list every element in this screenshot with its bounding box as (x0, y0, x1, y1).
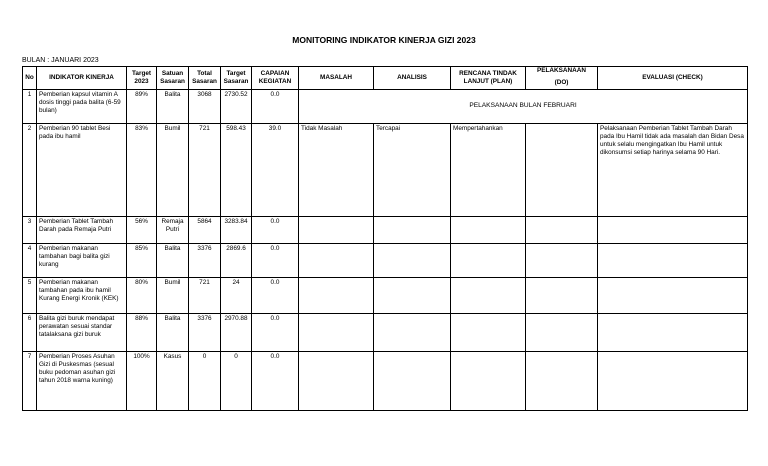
cell-analisis (374, 314, 451, 352)
cell-evaluasi: Pelaksanaan Pemberian Tablet Tambah Darah pada Ibu Hamil tidak ada masalah dan Bidan Desa untuk selalu mengingatkan Ibu Hamil untuk dikonsumsi setiap harinya selama 90 Hari. (598, 124, 748, 217)
cell-pelaksanaan (526, 352, 598, 411)
cell-no: 1 (23, 90, 37, 124)
cell-pelaksanaan (526, 278, 598, 314)
cell-no: 7 (23, 352, 37, 411)
cell-target: 100% (127, 352, 157, 411)
cell-target-sasaran: 2730.52 (221, 90, 252, 124)
cell-indikator: Balita gizi buruk mendapat perawatan sesuai standar tatalaksana gizi buruk (37, 314, 127, 352)
cell-satuan: Remaja Putri (157, 217, 189, 244)
cell-analisis (374, 278, 451, 314)
cell-rencana (451, 278, 526, 314)
cell-capaian: 0.0 (252, 244, 299, 278)
header-target-sasaran: Target Sasaran (221, 67, 252, 90)
cell-target: 80% (127, 278, 157, 314)
cell-indikator: Pemberian 90 tablet Besi pada ibu hamil (37, 124, 127, 217)
cell-satuan: Balita (157, 314, 189, 352)
cell-target: 88% (127, 314, 157, 352)
cell-total: 3068 (189, 90, 221, 124)
cell-target-sasaran: 2970.88 (221, 314, 252, 352)
header-total: Total Sasaran (189, 67, 221, 90)
cell-pelaksanaan (526, 314, 598, 352)
cell-total: 721 (189, 278, 221, 314)
cell-target: 89% (127, 90, 157, 124)
cell-capaian: 0.0 (252, 217, 299, 244)
cell-evaluasi (598, 278, 748, 314)
cell-capaian: 39.0 (252, 124, 299, 217)
header-satuan: Satuan Sasaran (157, 67, 189, 90)
header-evaluasi: EVALUASI (CHECK) (598, 67, 748, 90)
cell-no: 5 (23, 278, 37, 314)
cell-indikator: Pemberian makanan tambahan bagi balita gizi kurang (37, 244, 127, 278)
cell-evaluasi (598, 217, 748, 244)
header-pelaksanaan-label: PELAKSANAAN (537, 67, 586, 74)
header-no: No (23, 67, 37, 90)
table-row (23, 90, 748, 124)
cell-no: 2 (23, 124, 37, 217)
cell-no: 6 (23, 314, 37, 352)
cell-rencana: Mempertahankan (451, 124, 526, 217)
month-label: BULAN : JANUARI 2023 (22, 57, 99, 64)
cell-satuan: Balita (157, 244, 189, 278)
cell-satuan: Bumil (157, 278, 189, 314)
cell-no: 4 (23, 244, 37, 278)
cell-evaluasi (598, 244, 748, 278)
cell-target-sasaran: 24 (221, 278, 252, 314)
cell-total: 5864 (189, 217, 221, 244)
cell-masalah (299, 352, 374, 411)
header-indikator: INDIKATOR KINERJA (37, 67, 127, 90)
monitoring-table (22, 66, 748, 411)
table-row (23, 352, 748, 411)
cell-capaian: 0.0 (252, 314, 299, 352)
header-rencana: RENCANA TINDAK LANJUT (PLAN) (451, 67, 526, 90)
cell-pelaksanaan (526, 244, 598, 278)
cell-satuan: Kasus (157, 352, 189, 411)
table-row (23, 217, 748, 244)
cell-indikator: Pemberian Proses Asuhan Gizi di Puskesmas (sesual buku pedoman asuhan gizi tahun 2018 warna kuning) (37, 352, 127, 411)
cell-rencana (451, 314, 526, 352)
header-analisis: ANALISIS (374, 67, 451, 90)
header-row (23, 67, 748, 90)
cell-target-sasaran: 0 (221, 352, 252, 411)
cell-target: 56% (127, 217, 157, 244)
cell-indikator: Pemberian makanan tambahan pada ibu hamil Kurang Energi Kronik (KEK) (37, 278, 127, 314)
cell-note: PELAKSANAAN BULAN FEBRUARI (299, 90, 748, 124)
cell-pelaksanaan (526, 124, 598, 217)
cell-capaian: 0.0 (252, 278, 299, 314)
header-target: Target 2023 (127, 67, 157, 90)
cell-total: 3376 (189, 244, 221, 278)
page-title: MONITORING INDIKATOR KINERJA GIZI 2023 (292, 35, 476, 45)
cell-analisis (374, 244, 451, 278)
cell-no: 3 (23, 217, 37, 244)
header-masalah: MASALAH (299, 67, 374, 90)
cell-evaluasi (598, 352, 748, 411)
cell-capaian: 0.0 (252, 90, 299, 124)
cell-masalah (299, 314, 374, 352)
header-pelaksanaan (526, 67, 598, 90)
cell-pelaksanaan (526, 217, 598, 244)
cell-indikator: Pemberian kapsul vitamin A dosis tinggi pada balita (6-59 bulan) (37, 90, 127, 124)
cell-target-sasaran: 3283.84 (221, 217, 252, 244)
cell-satuan: Bumil (157, 124, 189, 217)
cell-masalah (299, 217, 374, 244)
cell-capaian: 0.0 (252, 352, 299, 411)
cell-target: 83% (127, 124, 157, 217)
cell-masalah (299, 244, 374, 278)
cell-satuan: Balita (157, 90, 189, 124)
cell-total: 721 (189, 124, 221, 217)
cell-masalah (299, 278, 374, 314)
cell-total: 3376 (189, 314, 221, 352)
cell-masalah: Tidak Masalah (299, 124, 374, 217)
header-pelaksanaan-sub: (DO) (554, 79, 569, 86)
cell-indikator: Pemberian Tablet Tambah Darah pada Remaja Putri (37, 217, 127, 244)
cell-target-sasaran: 598.43 (221, 124, 252, 217)
cell-rencana (451, 244, 526, 278)
cell-analisis (374, 352, 451, 411)
cell-target: 85% (127, 244, 157, 278)
table-row (23, 314, 748, 352)
cell-rencana (451, 217, 526, 244)
cell-total: 0 (189, 352, 221, 411)
cell-target-sasaran: 2869.6 (221, 244, 252, 278)
table-row (23, 244, 748, 278)
cell-evaluasi (598, 314, 748, 352)
cell-analisis (374, 217, 451, 244)
cell-analisis: Tercapai (374, 124, 451, 217)
header-capaian: CAPAIAN KEGIATAN (252, 67, 299, 90)
cell-rencana (451, 352, 526, 411)
table-row (23, 124, 748, 217)
table-row (23, 278, 748, 314)
